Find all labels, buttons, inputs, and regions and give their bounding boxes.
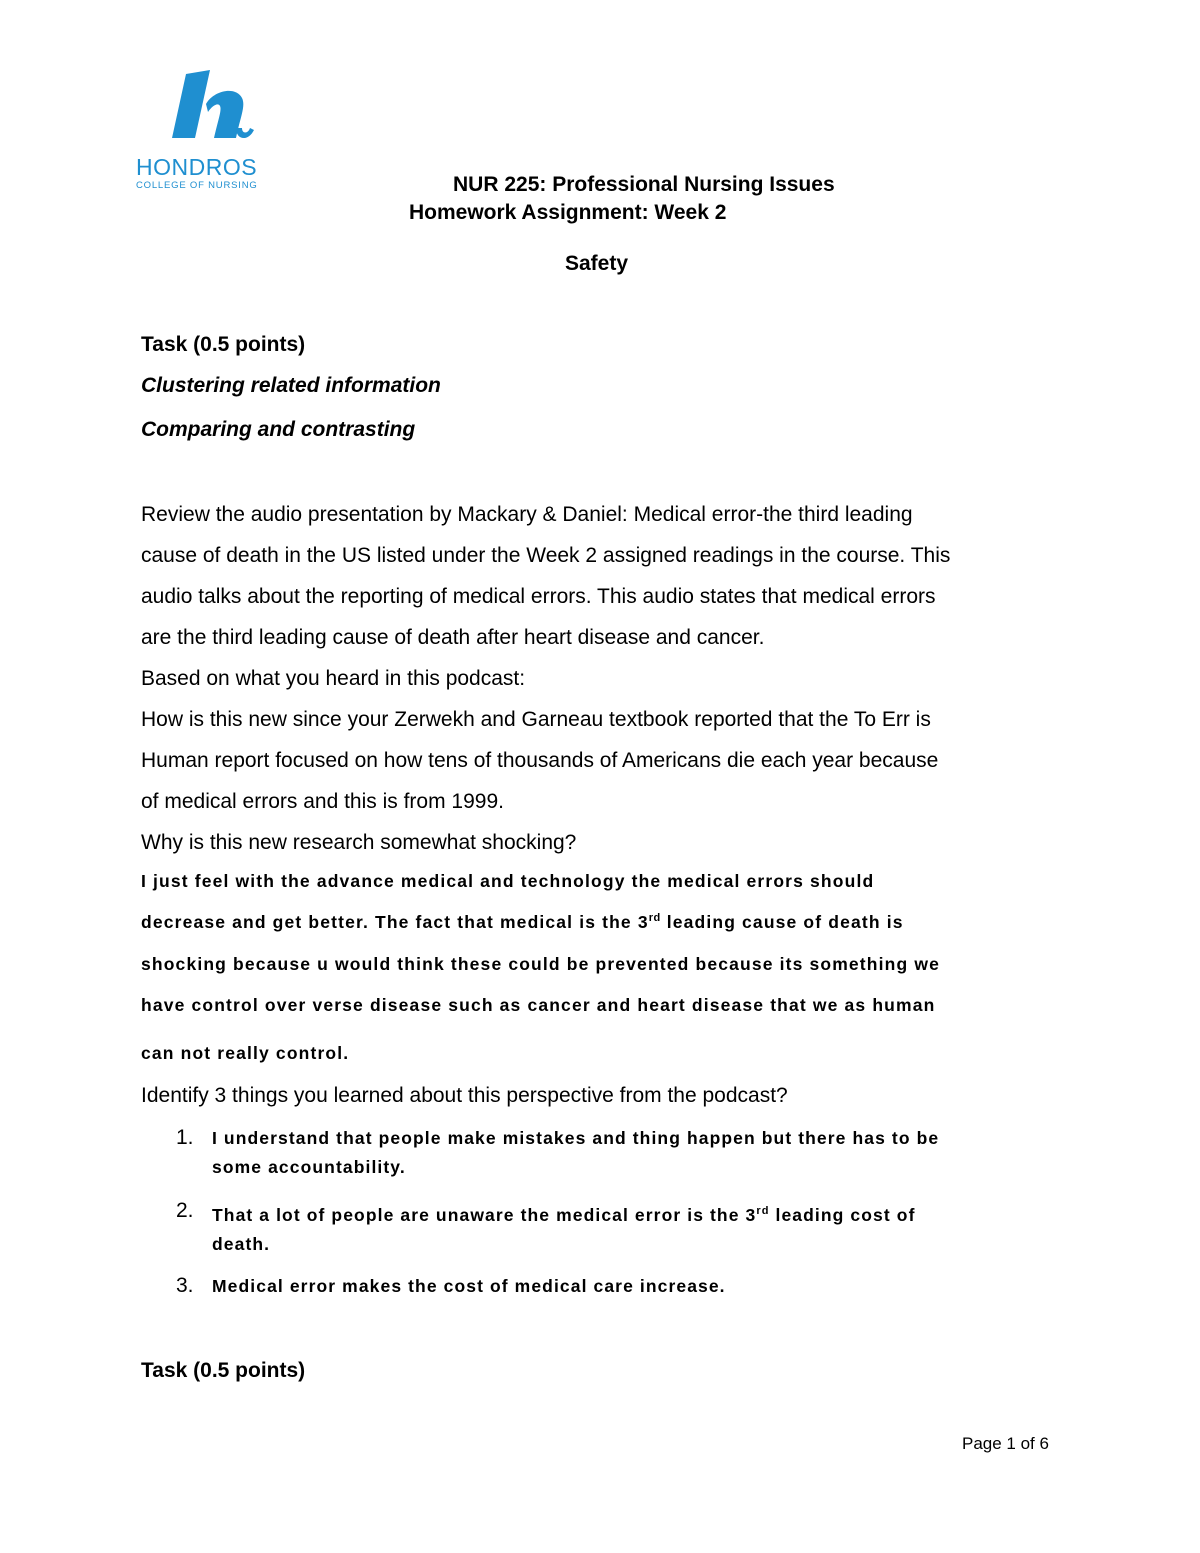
list-number: 3. xyxy=(176,1274,194,1297)
h-letter-icon xyxy=(172,68,292,148)
paragraph-line: Review the audio presentation by Mackary & Daniel: Medical error-the third leading xyxy=(141,503,913,526)
skill-comparing: Comparing and contrasting xyxy=(141,418,416,441)
question-2: Identify 3 things you learned about this perspective from the podcast? xyxy=(141,1084,788,1107)
list-number: 2. xyxy=(176,1199,194,1222)
list-item: Medical error makes the cost of medical care increase. xyxy=(212,1276,726,1296)
list-item: That a lot of people are unaware the medical error is the 3rd leading cost of death. xyxy=(212,1204,916,1254)
paragraph-line: of medical errors and this is from 1999. xyxy=(141,790,504,813)
skill-clustering: Clustering related information xyxy=(141,374,441,397)
answer-line: shocking because u would think these could be prevented because its something we xyxy=(141,954,940,974)
answer-line: decrease and get better. The fact that medical is the 3rd leading cause of death is xyxy=(141,912,904,932)
task-2-heading: Task (0.5 points) xyxy=(141,1359,306,1382)
task-1-paragraph xyxy=(141,494,1071,863)
assignment-title: Homework Assignment: Week 2 xyxy=(409,201,727,224)
paragraph-line: Human report focused on how tens of thousands of Americans die each year because xyxy=(141,749,939,772)
list-number: 1. xyxy=(176,1126,194,1149)
list-item: I understand that people make mistakes and thing happen but there has to be some accountability. xyxy=(212,1128,940,1177)
paragraph-line: Based on what you heard in this podcast: xyxy=(141,667,526,690)
paragraph-line: Why is this new research somewhat shocking? xyxy=(141,831,577,854)
hondros-logo xyxy=(136,68,284,196)
topic-title: Safety xyxy=(565,252,629,275)
paragraph-line: are the third leading cause of death after heart disease and cancer. xyxy=(141,626,765,649)
answer-line: have control over verse disease such as cancer and heart disease that we as human xyxy=(141,995,936,1015)
logo-name: HONDROS xyxy=(136,154,258,180)
answer-line: I just feel with the advance medical and technology the medical errors should xyxy=(141,871,875,891)
paragraph-line: audio talks about the reporting of medical errors. This audio states that medical errors xyxy=(141,585,936,608)
answer-line: can not really control. xyxy=(141,1043,350,1063)
page-number: Page 1 of 6 xyxy=(962,1434,1049,1453)
paragraph-line: How is this new since your Zerwekh and Garneau textbook reported that the To Err is xyxy=(141,708,931,731)
logo-subtitle: COLLEGE OF NURSING xyxy=(136,180,258,191)
task-1-heading: Task (0.5 points) xyxy=(141,333,306,356)
course-title: NUR 225: Professional Nursing Issues xyxy=(453,173,835,196)
paragraph-line: cause of death in the US listed under the Week 2 assigned readings in the course. This xyxy=(141,544,951,567)
